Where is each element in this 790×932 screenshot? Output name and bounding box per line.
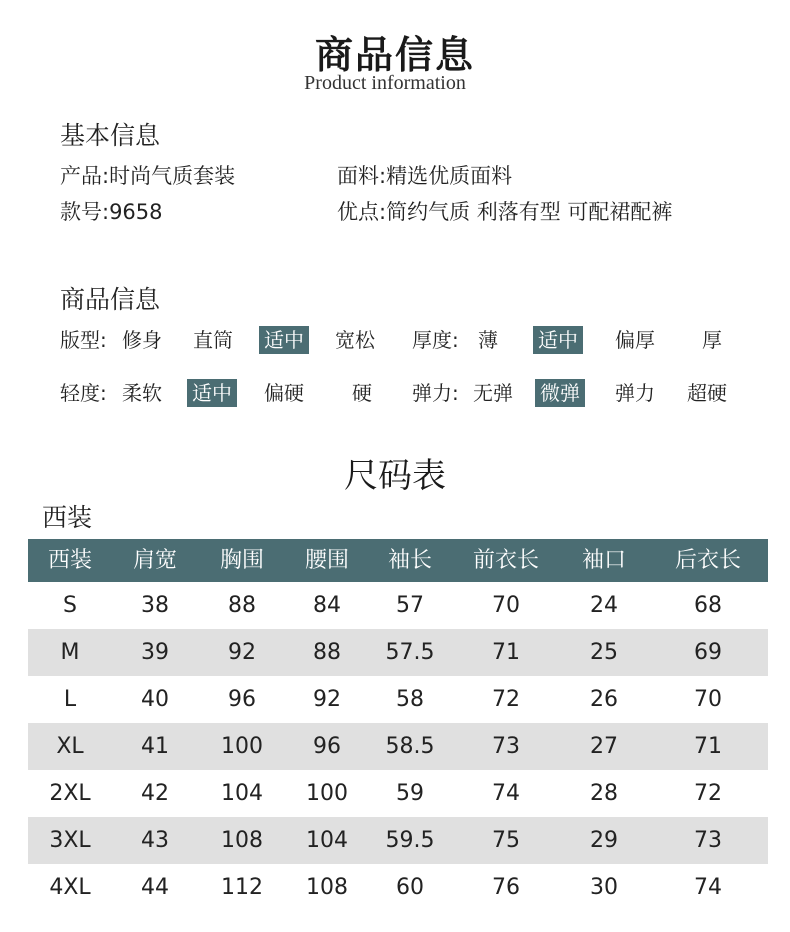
attribute-option: 直筒 [193,328,233,352]
table-cell: 42 [141,781,169,806]
table-cell: 25 [590,640,618,665]
table-cell: 30 [590,875,618,900]
size-label: 4XL [49,875,91,900]
attribute-option: 偏硬 [264,381,304,405]
page-title: 商品信息 [314,32,475,77]
table-cell: 71 [694,734,722,759]
column-header: 袖口 [581,548,626,573]
size-label: 3XL [49,828,91,853]
size-table-header [28,539,768,582]
table-cell: 75 [492,828,520,853]
size-label: XL [56,734,84,759]
attribute-option: 无弹 [473,381,513,405]
table-cell: 58 [396,687,424,712]
table-cell: 108 [221,828,263,853]
table-cell: 92 [228,640,256,665]
table-cell: 73 [694,828,722,853]
table-row [28,676,768,723]
table-cell: 100 [306,781,348,806]
table-cell: 112 [221,875,263,900]
table-cell: 74 [492,781,520,806]
column-header: 胸围 [219,548,264,573]
attribute-option: 弹力 [615,381,655,405]
table-cell: 40 [141,687,169,712]
attribute-option: 薄 [478,328,498,352]
table-cell: 38 [141,593,169,618]
advantages-info: 优点:简约气质 利落有型 可配裙配裤 [337,200,673,224]
basic-info-heading: 基本信息 [60,121,161,150]
attribute-label: 弹力: [412,381,459,405]
table-row [28,629,768,676]
attribute-option: 硬 [352,381,372,405]
attribute-option-selected: 适中 [533,326,583,354]
table-cell: 70 [694,687,722,712]
size-chart-title: 尺码表 [344,456,446,496]
table-cell: 73 [492,734,520,759]
table-cell: 69 [694,640,722,665]
size-label: 2XL [49,781,91,806]
size-label: L [63,687,77,712]
table-cell: 26 [590,687,618,712]
table-cell: 96 [228,687,256,712]
table-cell: 58.5 [385,734,435,759]
table-cell: 44 [141,875,169,900]
table-cell: 96 [313,734,341,759]
table-cell: 71 [492,640,520,665]
attribute-label: 轻度: [60,381,107,405]
attribute-option: 厚 [702,328,722,352]
table-cell: 57 [396,593,424,618]
table-cell: 108 [306,875,348,900]
model-number: 款号:9658 [60,200,163,224]
table-cell: 41 [141,734,169,759]
table-row [28,582,768,629]
table-cell: 59.5 [385,828,435,853]
attribute-option: 柔软 [122,381,162,405]
attribute-option-selected: 适中 [259,326,309,354]
attribute-row-softness-stretch [0,379,790,409]
table-cell: 29 [590,828,618,853]
table-cell: 59 [396,781,424,806]
table-cell: 84 [313,593,341,618]
column-header: 后衣长 [674,548,741,573]
attribute-label: 厚度: [412,328,459,352]
material-info: 面料:精选优质面料 [337,164,513,188]
table-cell: 104 [306,828,348,853]
table-cell: 72 [694,781,722,806]
table-cell: 70 [492,593,520,618]
table-cell: 28 [590,781,618,806]
size-table [28,539,768,911]
table-cell: 57.5 [385,640,435,665]
column-header: 肩宽 [132,548,177,573]
table-cell: 43 [141,828,169,853]
table-row [28,864,768,911]
column-header: 西装 [47,548,92,573]
attribute-option: 宽松 [335,328,375,352]
table-cell: 68 [694,593,722,618]
size-table-caption: 西装 [42,503,93,532]
attribute-option: 修身 [122,328,162,352]
table-cell: 27 [590,734,618,759]
product-name: 产品:时尚气质套装 [60,164,236,188]
attribute-option-selected: 微弹 [535,379,585,407]
table-cell: 92 [313,687,341,712]
page-subtitle: Product information [304,72,466,94]
table-cell: 39 [141,640,169,665]
attribute-label: 版型: [60,328,107,352]
attribute-option-selected: 适中 [187,379,237,407]
size-label: M [60,640,80,665]
column-header: 前衣长 [472,548,539,573]
table-cell: 60 [396,875,424,900]
column-header: 袖长 [387,548,432,573]
column-header: 腰围 [304,548,349,573]
table-cell: 74 [694,875,722,900]
table-cell: 72 [492,687,520,712]
size-label: S [63,593,77,618]
attribute-row-fit-thickness [0,326,790,356]
table-row [28,770,768,817]
table-cell: 104 [221,781,263,806]
table-row [28,723,768,770]
table-row [28,817,768,864]
product-attributes-heading: 商品信息 [60,285,161,314]
table-cell: 88 [228,593,256,618]
table-cell: 76 [492,875,520,900]
attribute-option: 超硬 [687,381,727,405]
attribute-option: 偏厚 [615,328,655,352]
table-cell: 100 [221,734,263,759]
size-table-body [28,582,768,911]
table-cell: 88 [313,640,341,665]
table-cell: 24 [590,593,618,618]
